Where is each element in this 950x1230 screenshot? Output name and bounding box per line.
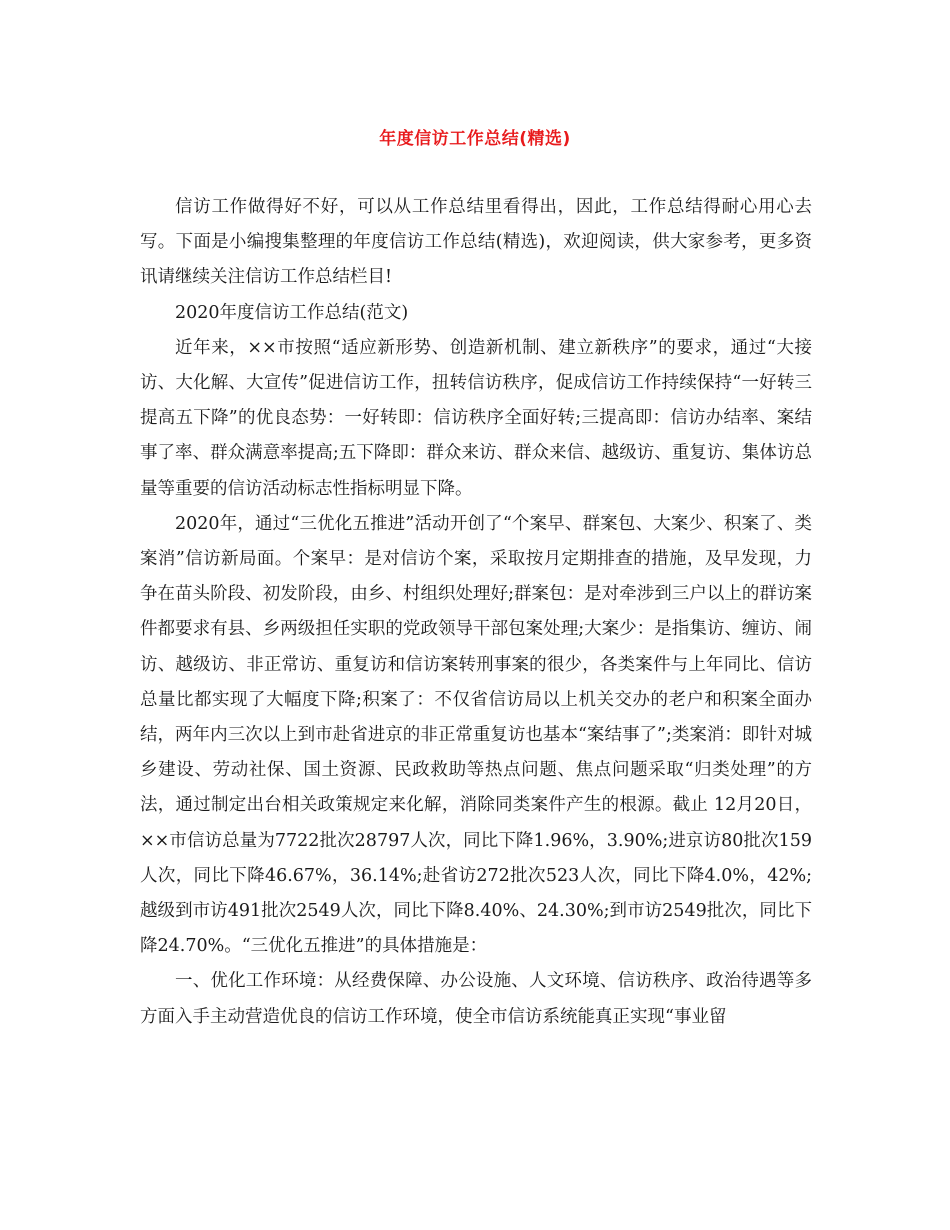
paragraph-overview: 近年来，××市按照“适应新形势、创造新机制、建立新秩序”的要求，通过“大接访、大化解、大宣传”促进信访工作，扭转信访秩序，促成信访工作持续保持“一好转三提高五下降”的优良态势：一好转即：信访秩序全面好转;三提高即：信访办结率、案结事了率、群众满意率提高;五下降即：群众来访、群众来信、越级访、重复访、集体访总量等重要的信访活动标志性指标明显下降。 — [140, 337, 812, 499]
paragraph-2020-results: 2020年，通过“三优化五推进”活动开创了“个案早、群案包、大案少、积案了、类案消”信访新局面。个案早：是对信访个案，采取按月定期排查的措施，及早发现，力争在苗头阶段、初发阶段，由乡、村组织处理好;群案包：是对牵涉到三户以上的群访案件都要求有县、乡两级担任实职的党政领导干部包案处理;大案少：是指集访、缠访、闹访、越级访、非正常访、重复访和信访案转刑事案的很少，各类案件与上年同比、信访总量比都实现了大幅度下降;积案了：不仅省信访局以上机关交办的老户和积案全面办结，两年内三次以上到市赴省进京的非正常重复访也基本“案结事了”;类案消：即针对城乡建设、劳动社保、国土资源、民政救助等热点问题、焦点问题采取“归类处理”的方法，通过制定出台相关政策规定来化解，消除同类案件产生的根源。截止 12月20日，××市信访总量为7722批次28797人次，同比下降1.96%，3.90%;进京访80批次159人次，同比下降46.67%，36.14%;赴省访272批次523人次，同比下降4.0%，42%;越级到市访491批次2549人次，同比下降8.40%、24.30%;到市访2549批次，同比下降24.70%。“三优化五推进”的具体措施是： — [140, 513, 812, 957]
document-body — [140, 190, 812, 1035]
paragraph-measure-one: 一、优化工作环境：从经费保障、办公设施、人文环境、信访秩序、政治待遇等多方面入手主动营造优良的信访工作环境，使全市信访系统能真正实现“事业留 — [140, 971, 812, 1027]
section-heading: 2020年度信访工作总结(范文) — [175, 302, 409, 323]
document-title: 年度信访工作总结(精选) — [379, 129, 571, 149]
intro-paragraph: 信访工作做得好不好，可以从工作总结里看得出，因此，工作总结得耐心用心去写。下面是小编搜集整理的年度信访工作总结(精选)，欢迎阅读，供大家参考，更多资讯请继续关注信访工作总结栏目! — [140, 197, 812, 288]
